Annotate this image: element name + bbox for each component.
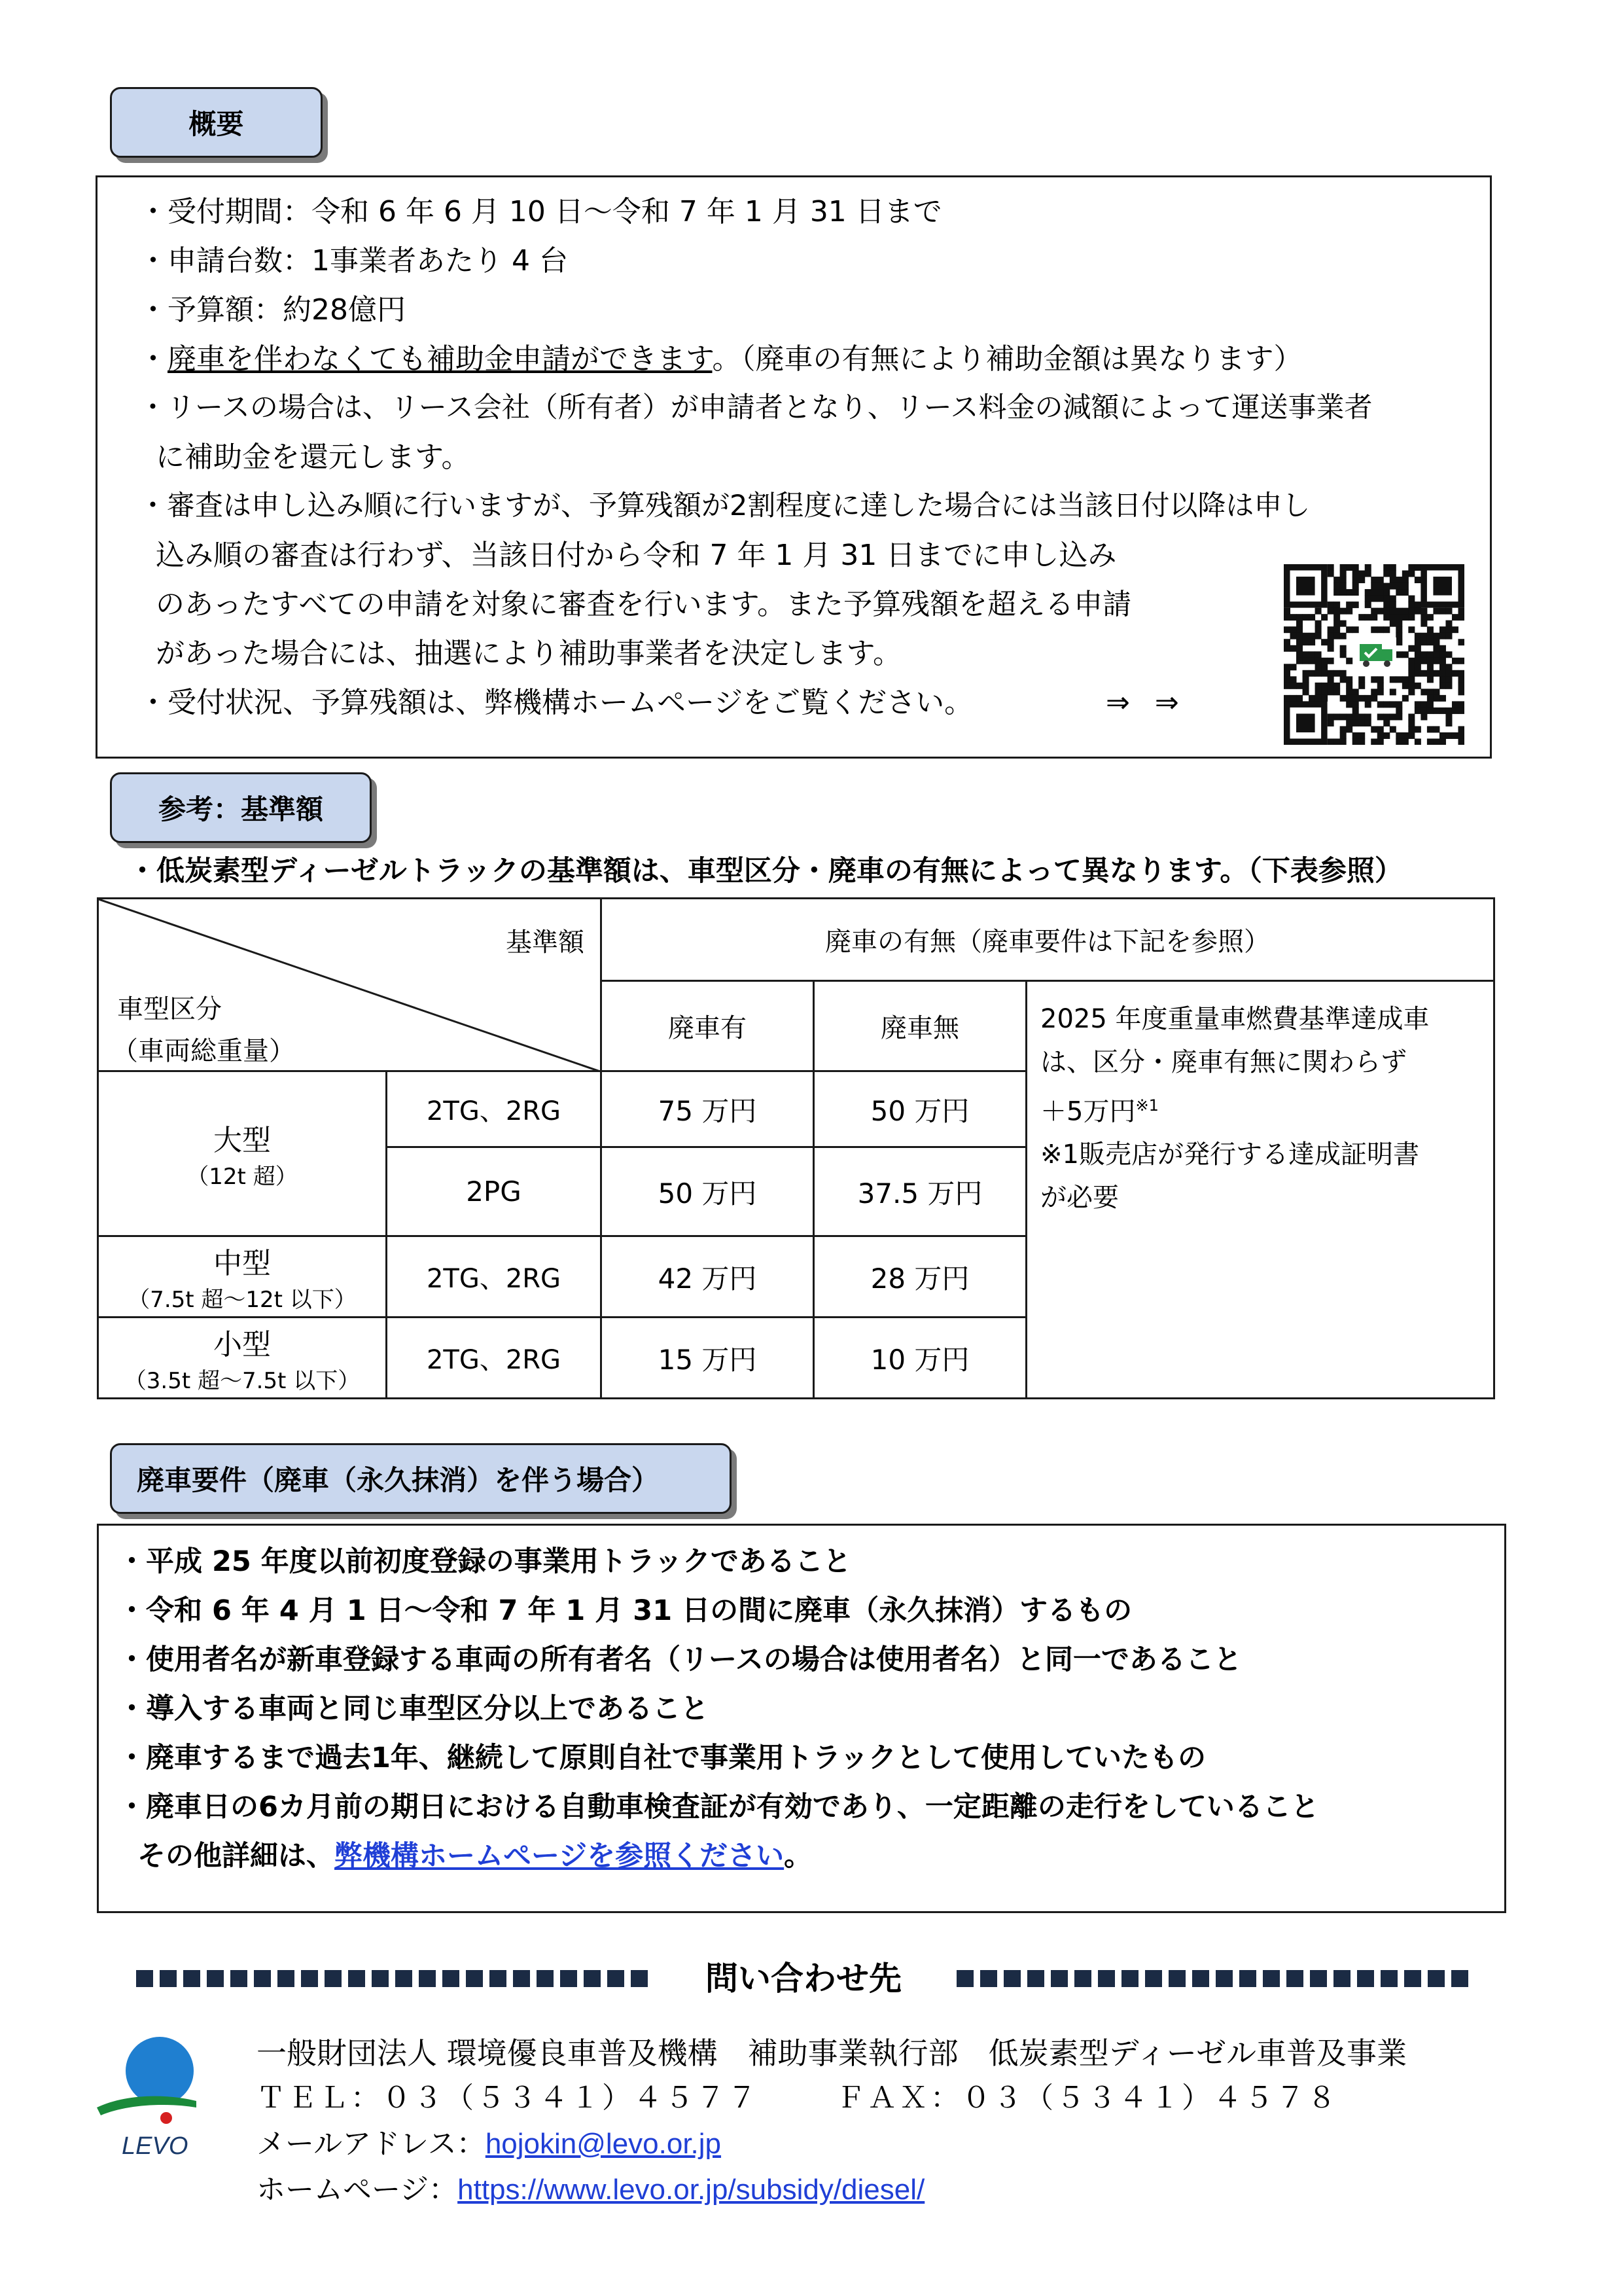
requirements-detail: その他詳細は、弊機構ホームページを参照ください。 xyxy=(137,1840,813,1873)
divider-square xyxy=(584,1970,601,1987)
truck-check-icon xyxy=(1357,637,1396,672)
divider-square xyxy=(1428,1970,1445,1987)
contact-fax: ＦＡＸ：０３（５３４１）４５７８ xyxy=(836,2081,1339,2115)
table-header-diagonal xyxy=(98,899,601,1071)
divider-square xyxy=(442,1970,459,1987)
divider-square xyxy=(1027,1970,1044,1987)
requirement-item: ・令和 6 年 4 月 1 日～令和 7 年 1 月 31 日の間に廃車（永久抹消）するもの xyxy=(118,1594,1133,1627)
requirement-item: ・平成 25 年度以前初度登録の事業用トラックであること xyxy=(118,1545,851,1578)
arrow-icons: ⇒ ⇒ xyxy=(1106,686,1187,719)
overview-item-status: ・受付状況、予算残額は、弊機構ホームページをご覧ください。 xyxy=(139,686,974,719)
overview-item-budget: ・予算額：約28億円 xyxy=(139,293,406,327)
divider-square xyxy=(325,1970,342,1987)
divider-square xyxy=(207,1970,224,1987)
divider-square xyxy=(607,1970,624,1987)
divider-square xyxy=(1216,1970,1233,1987)
requirement-item: ・廃車日の6カ月前の期日における自動車検査証が有効であり、一定距離の走行をしていること xyxy=(118,1791,1319,1823)
table-cell-type: 2TG、2RG xyxy=(387,1236,601,1318)
divider-square xyxy=(183,1970,200,1987)
table-cell-without: 10 万円 xyxy=(814,1318,1027,1399)
table-cell-without: 37.5 万円 xyxy=(814,1147,1027,1236)
table-cell-type: 2TG、2RG xyxy=(387,1071,601,1147)
overview-item-review-1: ・審査は申し込み順に行いますが、予算残額が2割程度に達した場合には当該日付以降は申し xyxy=(139,490,1311,522)
table-cell-with: 50 万円 xyxy=(601,1147,814,1236)
divider-square xyxy=(419,1970,436,1987)
note-line-5: が必要 xyxy=(1040,1183,1119,1213)
overview-tab xyxy=(110,87,323,158)
contact-divider-left xyxy=(136,1970,654,1990)
header-class-weight: （車両総重量） xyxy=(112,1036,295,1066)
divider-square xyxy=(1404,1970,1421,1987)
base-amount-table xyxy=(97,897,1495,1399)
table-cell-with: 75 万円 xyxy=(601,1071,814,1147)
divider-square xyxy=(980,1970,997,1987)
contact-title: 問い合わせ先 xyxy=(705,1960,902,1998)
requirement-item: ・廃車するまで過去1年、継続して原則自社で事業用トラックとして使用していたもの xyxy=(118,1742,1207,1774)
requirement-item: ・導入する車両と同じ車型区分以上であること xyxy=(118,1693,709,1725)
fuel-standard-note xyxy=(1027,981,1494,1399)
divider-square xyxy=(1263,1970,1280,1987)
requirement-item: ・使用者名が新車登録する車両の所有者名（リースの場合は使用者名）と同一であること xyxy=(118,1643,1242,1676)
header-class: 車型区分 xyxy=(117,994,222,1024)
reference-intro: ・低炭素型ディーゼルトラックの基準額は、車型区分・廃車の有無によって異なります。（下表参照） xyxy=(128,855,1403,888)
divider-square xyxy=(1098,1970,1115,1987)
divider-square xyxy=(372,1970,389,1987)
divider-square xyxy=(631,1970,648,1987)
reference-tab xyxy=(110,772,372,843)
divider-square xyxy=(1381,1970,1398,1987)
divider-square xyxy=(1169,1970,1186,1987)
divider-square xyxy=(1286,1970,1303,1987)
divider-square xyxy=(348,1970,365,1987)
contact-mail-link[interactable]: hojokin@levo.or.jp xyxy=(485,2128,722,2160)
table-cell-type: 2TG、2RG xyxy=(387,1318,601,1399)
levo-logo-text: LEVO xyxy=(122,2132,188,2160)
note-line-1: 2025 年度重量車燃費基準達成車 xyxy=(1040,1004,1430,1034)
qr-code-graphic xyxy=(1284,564,1464,745)
divider-square xyxy=(277,1970,294,1987)
divider-square xyxy=(301,1970,318,1987)
table-row-medium-class: 中型 （7.5t 超～12t 以下） xyxy=(98,1236,387,1318)
requirements-detail-link[interactable]: 弊機構ホームページを参照ください xyxy=(334,1840,785,1873)
qr-code-icon[interactable] xyxy=(1284,564,1464,745)
divider-square xyxy=(489,1970,506,1987)
divider-square xyxy=(560,1970,577,1987)
divider-square xyxy=(1121,1970,1139,1987)
divider-square xyxy=(1004,1970,1021,1987)
overview-item-lease-1: ・リースの場合は、リース会社（所有者）が申請者となり、リース料金の減額によって運送事業者 xyxy=(139,391,1373,424)
reference-title: 参考：基準額 xyxy=(158,793,323,825)
divider-square xyxy=(957,1970,974,1987)
note-line-2: は、区分・廃車有無に関わらず xyxy=(1040,1047,1407,1077)
table-cell-with: 42 万円 xyxy=(601,1236,814,1318)
divider-square xyxy=(1051,1970,1068,1987)
divider-square xyxy=(395,1970,412,1987)
divider-square xyxy=(1192,1970,1209,1987)
note-line-3: ＋5万円$^{※1}$ xyxy=(1040,1096,1159,1127)
overview-item-scrap-emphasis: 廃車を伴わなくても補助金申請ができます xyxy=(168,342,713,376)
divider-square xyxy=(1357,1970,1374,1987)
divider-square xyxy=(230,1970,247,1987)
contact-web: ホームページ：https://www.levo.or.jp/subsidy/diesel/ xyxy=(256,2173,925,2206)
requirements-title: 廃車要件（廃車（永久抹消）を伴う場合） xyxy=(137,1464,660,1496)
header-base-amount: 基準額 xyxy=(506,927,584,958)
contact-mail: メールアドレス：hojokin@levo.or.jp xyxy=(256,2127,722,2161)
table-row-large-class: 大型 （12t 超） xyxy=(98,1071,387,1236)
divider-square xyxy=(1451,1970,1468,1987)
overview-item-count: ・申請台数：1事業者あたり 4 台 xyxy=(139,244,568,278)
overview-item-review-2: 込み順の審査は行わず、当該日付から令和 7 年 1 月 31 日までに申し込み xyxy=(156,539,1117,572)
divider-square xyxy=(466,1970,483,1987)
requirements-tab xyxy=(110,1443,732,1514)
divider-square xyxy=(1239,1970,1256,1987)
divider-square xyxy=(254,1970,271,1987)
overview-item-period: ・受付期間：令和 6 年 6 月 10 日～令和 7 年 1 月 31 日まで xyxy=(139,195,942,228)
divider-square xyxy=(160,1970,177,1987)
overview-item-review-4: があった場合には、抽選により補助事業者を決定します。 xyxy=(156,637,902,670)
table-cell-without: 50 万円 xyxy=(814,1071,1027,1147)
table-cell-type: 2PG xyxy=(387,1147,601,1236)
header-with-scrap: 廃車有 xyxy=(601,981,814,1071)
divider-square xyxy=(1333,1970,1350,1987)
divider-square xyxy=(136,1970,153,1987)
overview-title: 概要 xyxy=(188,108,244,140)
contact-tel: ＴＥＬ：０３（５３４１）４５７７ xyxy=(256,2081,759,2115)
header-scrap: 廃車の有無（廃車要件は下記を参照） xyxy=(601,899,1494,981)
overview-item-review-3: のあったすべての申請を対象に審査を行います。また予算残額を超える申請 xyxy=(156,588,1132,621)
divider-square xyxy=(513,1970,530,1987)
divider-square xyxy=(1074,1970,1091,1987)
levo-logo xyxy=(92,2034,196,2165)
note-line-4: ※1販売店が発行する達成証明書 xyxy=(1040,1139,1419,1170)
divider-square xyxy=(1145,1970,1162,1987)
table-cell-with: 15 万円 xyxy=(601,1318,814,1399)
divider-square xyxy=(1310,1970,1327,1987)
contact-org: 一般財団法人 環境優良車普及機構 補助事業執行部 低炭素型ディーゼル車普及事業 xyxy=(256,2036,1407,2071)
table-cell-without: 28 万円 xyxy=(814,1236,1027,1318)
divider-square xyxy=(537,1970,554,1987)
contact-web-link[interactable]: https://www.levo.or.jp/subsidy/diesel/ xyxy=(457,2174,925,2206)
contact-divider-right xyxy=(957,1970,1475,1990)
table-row-small-class: 小型 （3.5t 超～7.5t 以下） xyxy=(98,1318,387,1399)
overview-item-lease-2: に補助金を還元します。 xyxy=(156,440,470,474)
overview-item-scrap: ・廃車を伴わなくても補助金申請ができます。（廃車の有無により補助金額は異なります） xyxy=(139,342,1303,376)
header-without-scrap: 廃車無 xyxy=(814,981,1027,1071)
